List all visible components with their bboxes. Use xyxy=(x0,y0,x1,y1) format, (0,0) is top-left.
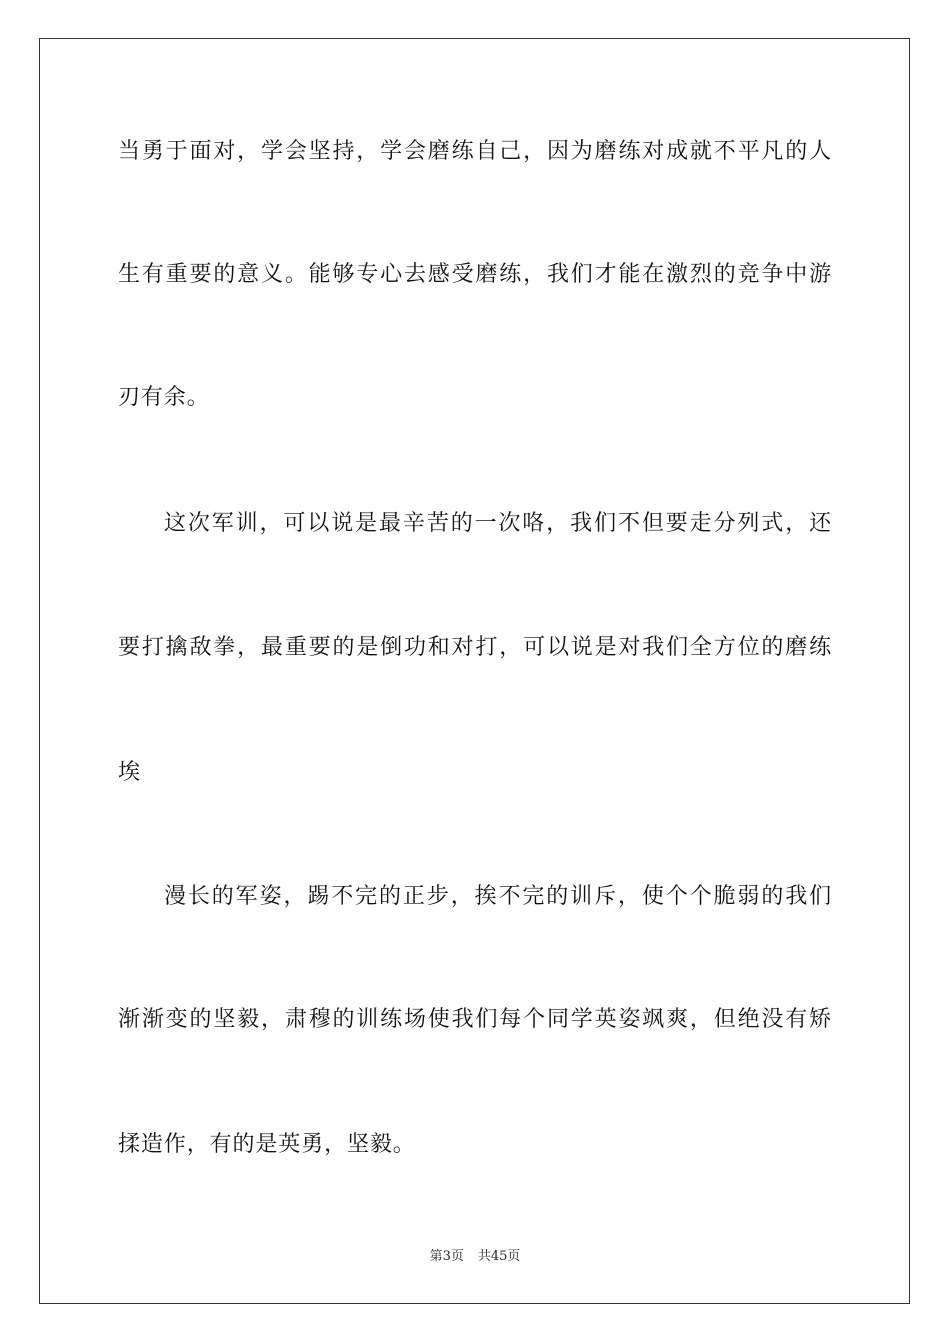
page-footer xyxy=(0,1248,950,1266)
text-line: 埃 xyxy=(118,760,141,785)
text-line: 当勇于面对，学会坚持，学会磨练自己，因为磨练对成就不平凡的人 xyxy=(118,139,832,164)
text-line: 要打擒敌拳，最重要的是倒功和对打，可以说是对我们全方位的磨练 xyxy=(118,635,832,660)
text-line: 揉造作，有的是英勇，坚毅。 xyxy=(118,1132,416,1157)
text-line: 漫长的军姿，踢不完的正步，挨不完的训斥，使个个脆弱的我们 xyxy=(164,884,832,909)
page-total: 共45页 xyxy=(477,1249,521,1264)
page-border xyxy=(39,38,910,1304)
text-line: 生有重要的意义。能够专心去感受磨练，我们才能在激烈的竞争中游 xyxy=(118,262,832,287)
text-line: 这次军训，可以说是最辛苦的一次咯，我们不但要走分列式，还 xyxy=(164,511,832,536)
text-line: 渐渐变的坚毅，肃穆的训练场使我们每个同学英姿飒爽，但绝没有矫 xyxy=(118,1007,832,1032)
page-number: 第3页 xyxy=(429,1249,464,1264)
text-line: 刃有余。 xyxy=(118,385,210,410)
